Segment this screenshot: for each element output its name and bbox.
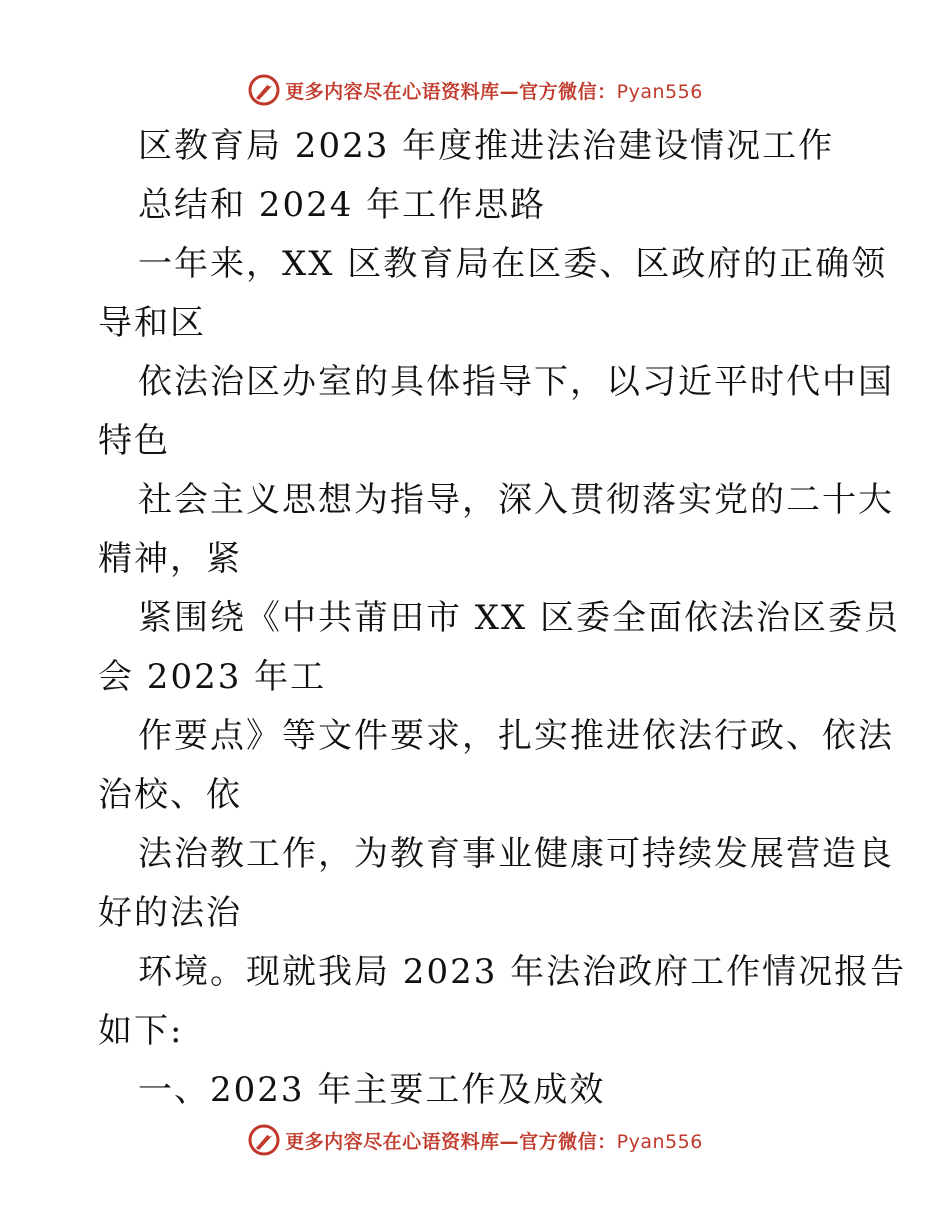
paragraph-line: 紧围绕《中共莆田市 XX 区委全面依法治区委员 xyxy=(138,598,901,638)
paragraph-line: 精神，紧 xyxy=(98,539,242,579)
title-line-2: 总结和 2024 年工作思路 xyxy=(138,185,547,225)
paragraph-line: 如下: xyxy=(98,1011,184,1051)
banner-text: 更多内容尽在心语资料库—官方微信：Pyan556 xyxy=(285,80,703,103)
footer-banner xyxy=(0,1120,950,1160)
paragraph-line: 特色 xyxy=(98,421,170,461)
pen-logo-icon xyxy=(247,1123,281,1157)
paragraph-line: 会 2023 年工 xyxy=(98,657,327,697)
paragraph-line: 依法治区办室的具体指导下，以习近平时代中国 xyxy=(138,362,894,402)
pen-logo-icon xyxy=(247,73,281,107)
wechat-id: Pyan556 xyxy=(616,1130,703,1153)
paragraph-line: 社会主义思想为指导，深入贯彻落实党的二十大 xyxy=(138,480,894,520)
document-body xyxy=(98,117,907,1120)
paragraph-line: 一年来，XX 区教育局在区委、区政府的正确领 xyxy=(138,244,888,284)
paragraph-line: 导和区 xyxy=(98,303,206,343)
wechat-id: Pyan556 xyxy=(616,80,703,103)
paragraph-line: 作要点》等文件要求，扎实推进依法行政、依法 xyxy=(138,716,894,756)
title-line-1: 区教育局 2023 年度推进法治建设情况工作 xyxy=(138,126,835,166)
paragraph-line: 环境。现就我局 2023 年法治政府工作情况报告 xyxy=(138,952,907,992)
paragraph-line: 法治教工作，为教育事业健康可持续发展营造良 xyxy=(138,834,894,874)
banner-text: 更多内容尽在心语资料库—官方微信：Pyan556 xyxy=(285,1130,703,1153)
section-heading: 一、2023 年主要工作及成效 xyxy=(138,1070,606,1110)
paragraph-line: 好的法治 xyxy=(98,893,242,933)
paragraph-line: 治校、依 xyxy=(98,775,242,815)
header-banner xyxy=(0,70,950,110)
